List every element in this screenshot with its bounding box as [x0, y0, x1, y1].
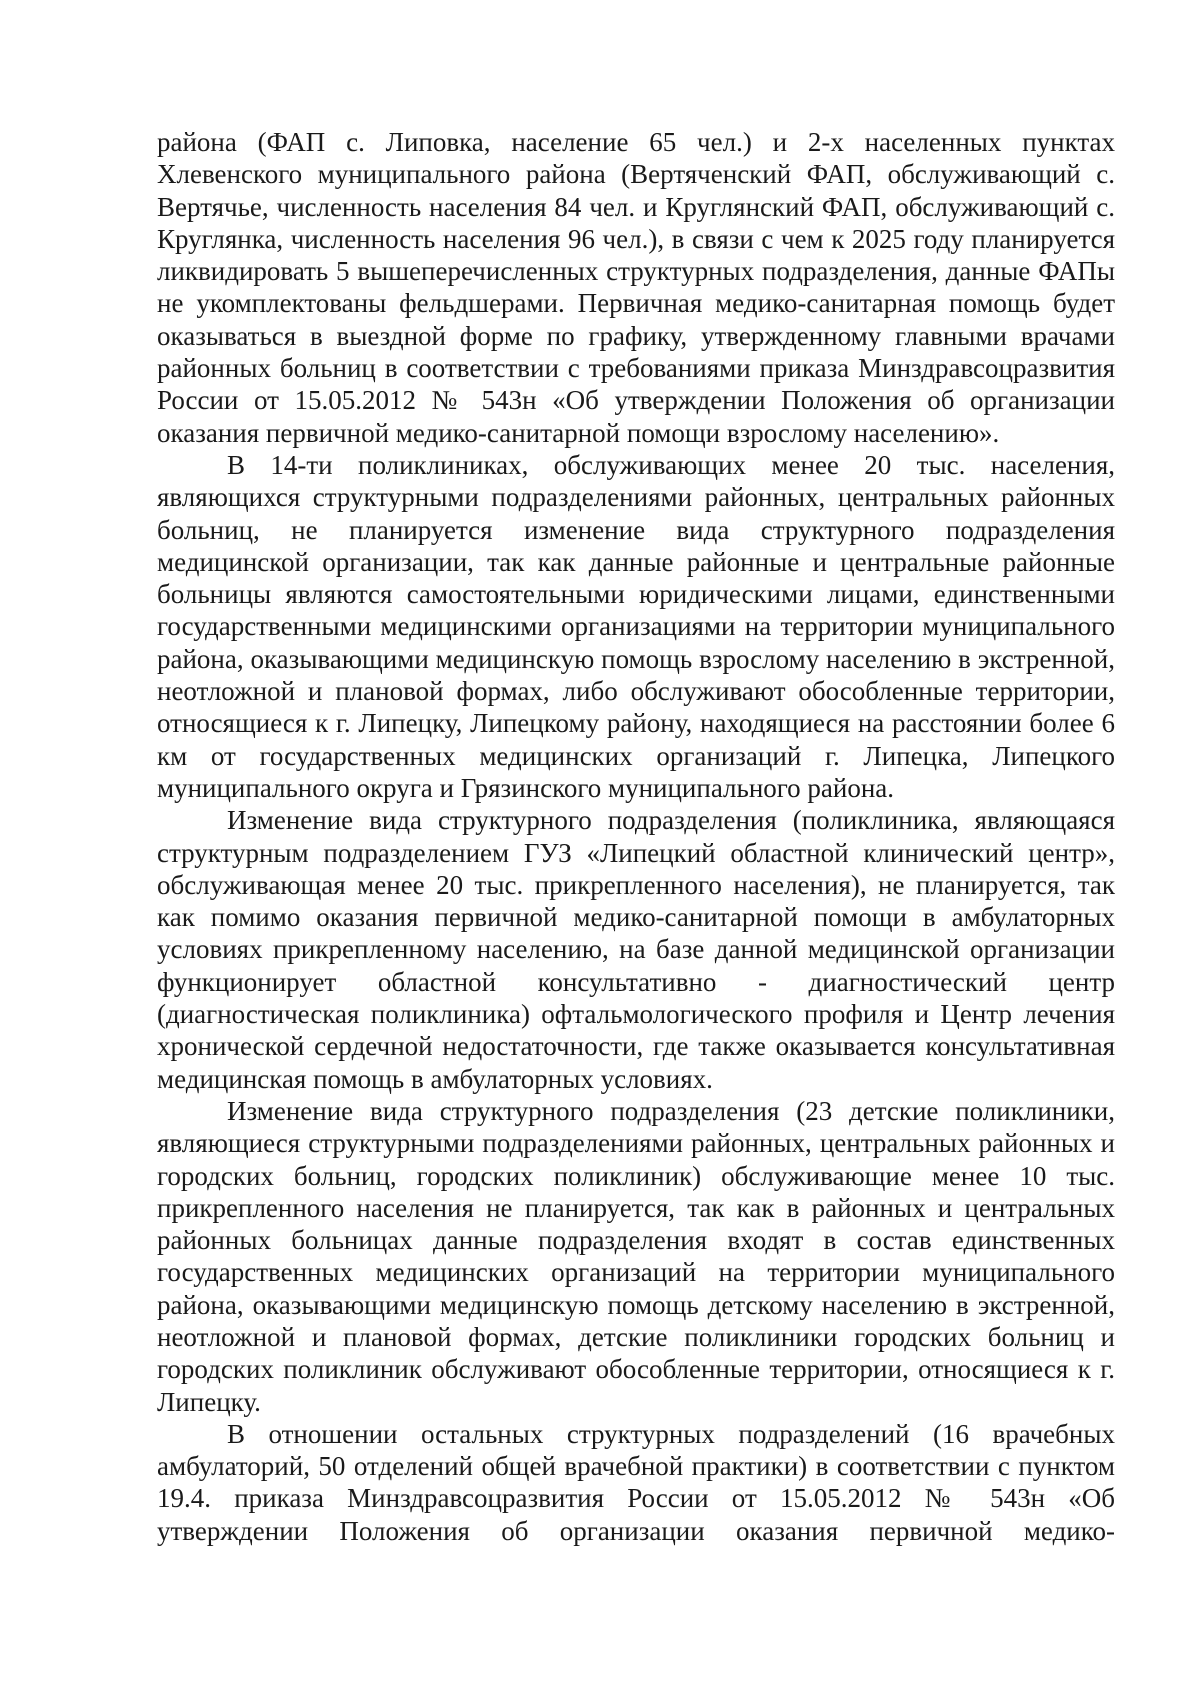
paragraph-continuation: района (ФАП с. Липовка, население 65 чел.) и 2-х населенных пунктах Хлевенского муниципального района (Вертяченский ФАП, обслуживающий с. Вертячье, численность населения 84 чел. и Круглянский ФАП, обслуживающий с. Круглянка, численность населения 96 чел.), в связи с чем к 2025 году планируется ликвидировать 5 вышеперечисленных структурных подразделения, данные ФАПы не укомплектованы фельдшерами. Первичная медико-санитарная помощь будет оказываться в выездной форме по графику, утвержденному главными врачами районных больниц в соответствии с требованиями приказа Минздравсоцразвития России от 15.05.2012 № 543н «Об утверждении Положения об организации оказания первичной медико-санитарной помощи взрослому населению». [157, 127, 1115, 448]
paragraph-children-polyclinics: Изменение вида структурного подразделения (23 детские поликлиники, являющиеся структурными подразделениями районных, центральных районных и городских больниц, городских поликлиник) обслуживающие менее 10 тыс. прикрепленного населения не планируется, так как в районных и центральных районных больницах данные подразделения входят в состав единственных государственных медицинских организаций на территории муниципального района, оказывающими медицинскую помощь детскому населению в экстренной, неотложной и плановой формах, детские поликлиники городских больниц и городских поликлиник обслуживают обособленные территории, относящиеся к г. Липецку. [157, 1095, 1115, 1417]
paragraph-other-units: В отношении остальных структурных подразделений (16 врачебных амбулаторий, 50 отделений общей врачебной практики) в соответствии с пунктом 19.4. приказа Минздравсоцразвития России от 15.05.2012 № 543н «Об утверждении Положения об организации оказания первичной медико- [157, 1418, 1115, 1546]
document-body [157, 126, 1115, 1547]
paragraph-polyclinics: В 14-ти поликлиниках, обслуживающих менее 20 тыс. населения, являющихся структурными подразделениями районных, центральных районных больниц, не планируется изменение вида структурного подразделения медицинской организации, так как данные районные и центральные районные больницы являются самостоятельными юридическими лицами, единственными государственными медицинскими организациями на территории муниципального района, оказывающими медицинскую помощь взрослому населению в экстренной, неотложной и плановой формах, либо обслуживают обособленные территории, относящиеся к г. Липецку, Липецкому району, находящиеся на расстоянии более 6 км от государственных медицинских организаций г. Липецка, Липецкого муниципального округа и Грязинского муниципального района. [157, 449, 1115, 803]
paragraph-regional-center: Изменение вида структурного подразделения (поликлиника, являющаяся структурным подразделением ГУЗ «Липецкий областной клинический центр», обслуживающая менее 20 тыс. прикрепленного населения), не планируется, так как помимо оказания первичной медико-санитарной помощи в амбулаторных условиях прикрепленному населению, на базе данной медицинской организации функционирует областной консультативно - диагностический центр (диагностическая поликлиника) офтальмологического профиля и Центр лечения хронической сердечной недостаточности, где также оказывается консультативная медицинская помощь в амбулаторных условиях. [157, 805, 1115, 1094]
